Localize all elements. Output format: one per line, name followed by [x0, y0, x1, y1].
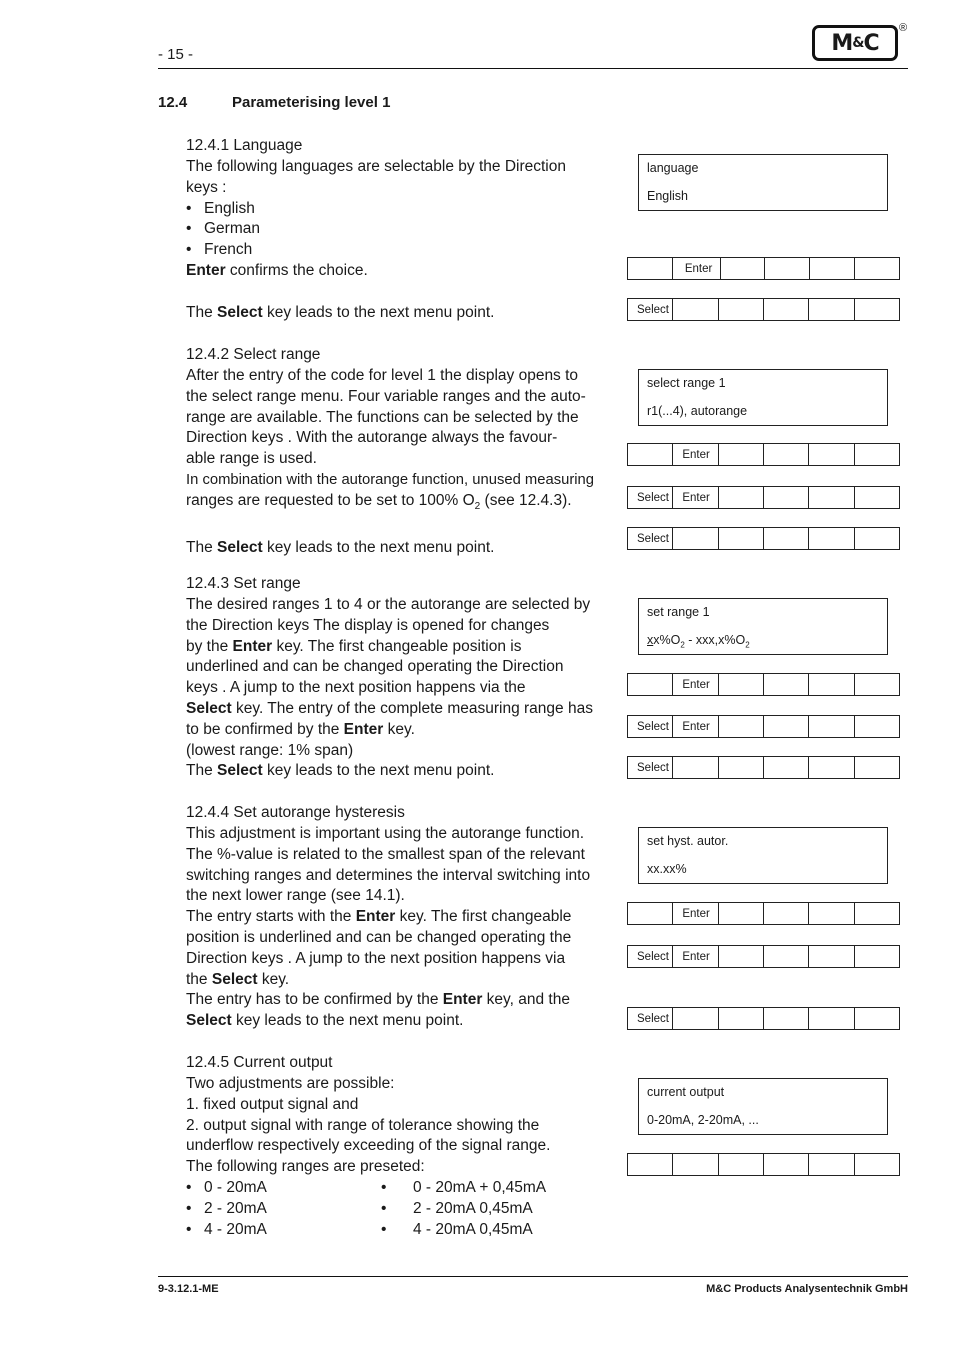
- key-empty: [673, 528, 718, 549]
- display-line-1: language: [647, 161, 699, 175]
- select-key[interactable]: Select: [628, 946, 673, 967]
- text-line: This adjustment is important using the autorange function.: [186, 825, 585, 842]
- text-line: After the entry of the code for level 1 the display opens to: [186, 367, 579, 384]
- key-empty: [764, 674, 809, 695]
- text-line: The %-value is related to the smallest span of the relevant: [186, 845, 585, 863]
- key-empty: [855, 716, 899, 737]
- select-key[interactable]: Select: [628, 757, 673, 778]
- key-empty: [673, 299, 718, 320]
- list-item: • 0 - 20mA + 0,45mA: [381, 1179, 547, 1196]
- key-empty: [628, 258, 673, 279]
- key-empty: [855, 674, 899, 695]
- enter-key[interactable]: Enter: [673, 903, 718, 924]
- key-row: [627, 443, 900, 466]
- key-empty: [673, 1008, 718, 1029]
- key-empty: [719, 1154, 764, 1175]
- list-item: • 2 - 20mA 0,45mA: [381, 1199, 533, 1217]
- select-key[interactable]: Select: [628, 528, 673, 549]
- key-empty: [764, 757, 809, 778]
- enter-key[interactable]: Enter: [673, 444, 718, 465]
- select-key[interactable]: Select: [628, 299, 673, 320]
- company-name: M&C Products Analysentechnik GmbH: [706, 1283, 908, 1295]
- key-empty: [809, 1154, 854, 1175]
- text-line: the select range menu. Four variable ranges and the auto-: [186, 387, 586, 405]
- text-line: position is underlined and can be changed operating the: [186, 928, 572, 946]
- text-line: The Select key leads to the next menu point.: [186, 762, 495, 780]
- paragraph-current-output: [186, 1074, 550, 1178]
- paragraph-language: [186, 157, 566, 323]
- text-line: Enter confirms the choice.: [186, 261, 368, 279]
- key-empty: [764, 1154, 809, 1175]
- key-empty: [855, 487, 899, 508]
- logo-m: M: [831, 30, 853, 56]
- key-empty: [855, 757, 899, 778]
- paragraph-select-range: [186, 366, 594, 559]
- key-empty: [719, 528, 764, 549]
- key-empty: [855, 903, 899, 924]
- text-line: by the Enter key. The first changeable position is: [186, 637, 522, 655]
- text-line: range are available. The functions can be selected by the: [186, 408, 579, 426]
- list-item: • German: [186, 220, 260, 238]
- section-title: [158, 94, 391, 111]
- enter-key[interactable]: Enter: [673, 674, 718, 695]
- registered-mark: ®: [899, 22, 908, 34]
- list-item: • 2 - 20mA: [186, 1199, 267, 1217]
- key-empty: [719, 946, 764, 967]
- key-row: [627, 527, 900, 550]
- key-empty: [764, 299, 809, 320]
- key-row: [627, 257, 900, 280]
- display-select-range: [638, 369, 888, 426]
- key-row: [627, 902, 900, 925]
- key-empty: [719, 716, 764, 737]
- key-empty: [628, 444, 673, 465]
- enter-key[interactable]: Enter: [673, 946, 718, 967]
- list-item: • 0 - 20mA: [186, 1179, 267, 1196]
- key-row: [627, 945, 900, 968]
- logo-amp: &: [852, 35, 864, 51]
- text-line: The following ranges are preseted:: [186, 1158, 425, 1176]
- text-line: keys :: [186, 178, 227, 196]
- text-line: The desired ranges 1 to 4 or the autorange are selected by: [186, 596, 591, 613]
- key-empty: [764, 946, 809, 967]
- select-key[interactable]: Select: [628, 716, 673, 737]
- key-row: [627, 756, 900, 779]
- display-line-2: r1(...4), autorange: [647, 404, 748, 418]
- key-empty: [719, 757, 764, 778]
- text-line: The Select key leads to the next menu point.: [186, 303, 495, 321]
- display-line-2: English: [647, 189, 688, 203]
- text-line: The entry has to be confirmed by the Enter key, and the: [186, 991, 570, 1009]
- section-heading: Parameterising level 1: [232, 94, 391, 111]
- text-line: The entry starts with the Enter key. The first changeable: [186, 908, 572, 926]
- key-empty: [809, 716, 854, 737]
- document-code: 9-3.12.1-ME: [158, 1283, 219, 1295]
- key-empty: [719, 1008, 764, 1029]
- key-row: [627, 486, 900, 509]
- text-line: Select key leads to the next menu point.: [186, 1012, 464, 1030]
- footer-rule: [158, 1276, 908, 1277]
- list-item: • 4 - 20mA: [186, 1220, 267, 1238]
- subsection-heading-autorange-hysteresis: 12.4.4 Set autorange hysteresis: [186, 804, 405, 821]
- text-line: Select key. The entry of the complete measuring range has: [186, 699, 593, 717]
- key-empty: [809, 757, 854, 778]
- text-line: underlined and can be changed operating the Direction: [186, 658, 564, 676]
- key-row: [627, 715, 900, 738]
- text-line: switching ranges and determines the interval switching into: [186, 866, 591, 884]
- key-empty: [809, 444, 854, 465]
- key-empty: [719, 444, 764, 465]
- text-line: The following languages are selectable by the Direction: [186, 158, 566, 175]
- key-empty: [719, 299, 764, 320]
- key-empty: [764, 1008, 809, 1029]
- text-line: the Select key.: [186, 970, 290, 988]
- mc-logo: [812, 25, 898, 61]
- subsection-heading-set-range: 12.4.3 Set range: [186, 575, 301, 592]
- key-empty: [764, 487, 809, 508]
- key-empty: [719, 487, 764, 508]
- key-empty: [810, 258, 855, 279]
- text-line: The Select key leads to the next menu point.: [186, 539, 495, 557]
- enter-key[interactable]: Enter: [673, 716, 718, 737]
- key-empty: [855, 1154, 899, 1175]
- list-item: • French: [186, 241, 253, 259]
- ranges-left-list: [186, 1178, 267, 1240]
- select-key[interactable]: Select: [628, 1008, 673, 1029]
- key-empty: [673, 757, 718, 778]
- key-empty: [673, 1154, 718, 1175]
- display-line-1: current output: [647, 1085, 725, 1099]
- page-number: - 15 -: [158, 46, 194, 63]
- display-set-hysteresis: [638, 827, 888, 884]
- key-empty: [809, 487, 854, 508]
- enter-key[interactable]: Enter: [673, 487, 718, 508]
- text-line: the Direction keys The display is opened for changes: [186, 616, 550, 634]
- key-empty: [855, 946, 899, 967]
- header-rule: [158, 68, 908, 69]
- text-line: 1. fixed output signal and: [186, 1095, 359, 1113]
- enter-key[interactable]: Enter: [673, 258, 721, 279]
- key-empty: [809, 903, 854, 924]
- text-line: Direction keys . A jump to the next position happens via: [186, 949, 566, 967]
- key-empty: [855, 528, 899, 549]
- logo-c: C: [863, 30, 879, 56]
- key-empty: [809, 674, 854, 695]
- key-empty: [628, 674, 673, 695]
- key-empty: [809, 528, 854, 549]
- text-line: underflow respectively exceeding of the signal range.: [186, 1137, 551, 1155]
- display-current-output: [638, 1078, 888, 1135]
- text-line: 2. output signal with range of tolerance showing the: [186, 1116, 540, 1134]
- key-row: [627, 1153, 900, 1176]
- subsection-heading-language: 12.4.1 Language: [186, 137, 303, 154]
- key-row: [627, 298, 900, 321]
- text-line: ranges are requested to be set to 100% $O_2$ (see 12.4.3).: [186, 491, 572, 512]
- text-line: to be confirmed by the Enter key.: [186, 720, 415, 738]
- text-line: the next lower range (see 14.1).: [186, 887, 405, 905]
- paragraph-set-range: [186, 595, 593, 782]
- key-empty: [764, 444, 809, 465]
- display-language: [638, 154, 888, 211]
- subsection-heading-current-output: 12.4.5 Current output: [186, 1054, 333, 1071]
- key-empty: [628, 903, 673, 924]
- key-empty: [721, 258, 766, 279]
- display-line-2: $xx\%O_2 - xxx,x\%O_2$: [647, 633, 750, 650]
- list-item: • 4 - 20mA 0,45mA: [381, 1220, 533, 1238]
- key-empty: [809, 1008, 854, 1029]
- section-number: 12.4: [158, 94, 188, 111]
- display-line-1: set range 1: [647, 605, 710, 619]
- key-row: [627, 673, 900, 696]
- key-row: [627, 1007, 900, 1030]
- key-empty: [628, 1154, 673, 1175]
- subsection-heading-select-range: 12.4.2 Select range: [186, 346, 321, 363]
- key-empty: [855, 1008, 899, 1029]
- display-line-1: set hyst. autor.: [647, 834, 729, 848]
- key-empty: [765, 258, 810, 279]
- display-line-2: xx.xx%: [647, 862, 687, 876]
- text-line: Direction keys . With the autorange always the favour-: [186, 429, 558, 447]
- key-empty: [809, 299, 854, 320]
- text-line: (lowest range: 1% span): [186, 741, 354, 759]
- paragraph-autorange-hysteresis: [186, 824, 590, 1032]
- select-key[interactable]: Select: [628, 487, 673, 508]
- key-empty: [764, 903, 809, 924]
- key-empty: [855, 258, 899, 279]
- text-line: keys . A jump to the next position happens via the: [186, 679, 526, 697]
- display-set-range: [638, 598, 888, 655]
- display-line-2: 0-20mA, 2-20mA, ...: [647, 1113, 759, 1127]
- key-empty: [809, 946, 854, 967]
- text-line: In combination with the autorange function, unused measuring: [186, 471, 594, 488]
- list-item: • English: [186, 199, 255, 217]
- key-empty: [855, 299, 899, 320]
- ranges-right-list: [381, 1178, 546, 1240]
- key-empty: [719, 674, 764, 695]
- key-empty: [719, 903, 764, 924]
- key-empty: [764, 528, 809, 549]
- display-line-1: select range 1: [647, 376, 726, 390]
- text-line: Two adjustments are possible:: [186, 1075, 395, 1092]
- text-line: able range is used.: [186, 450, 317, 468]
- key-empty: [764, 716, 809, 737]
- key-empty: [855, 444, 899, 465]
